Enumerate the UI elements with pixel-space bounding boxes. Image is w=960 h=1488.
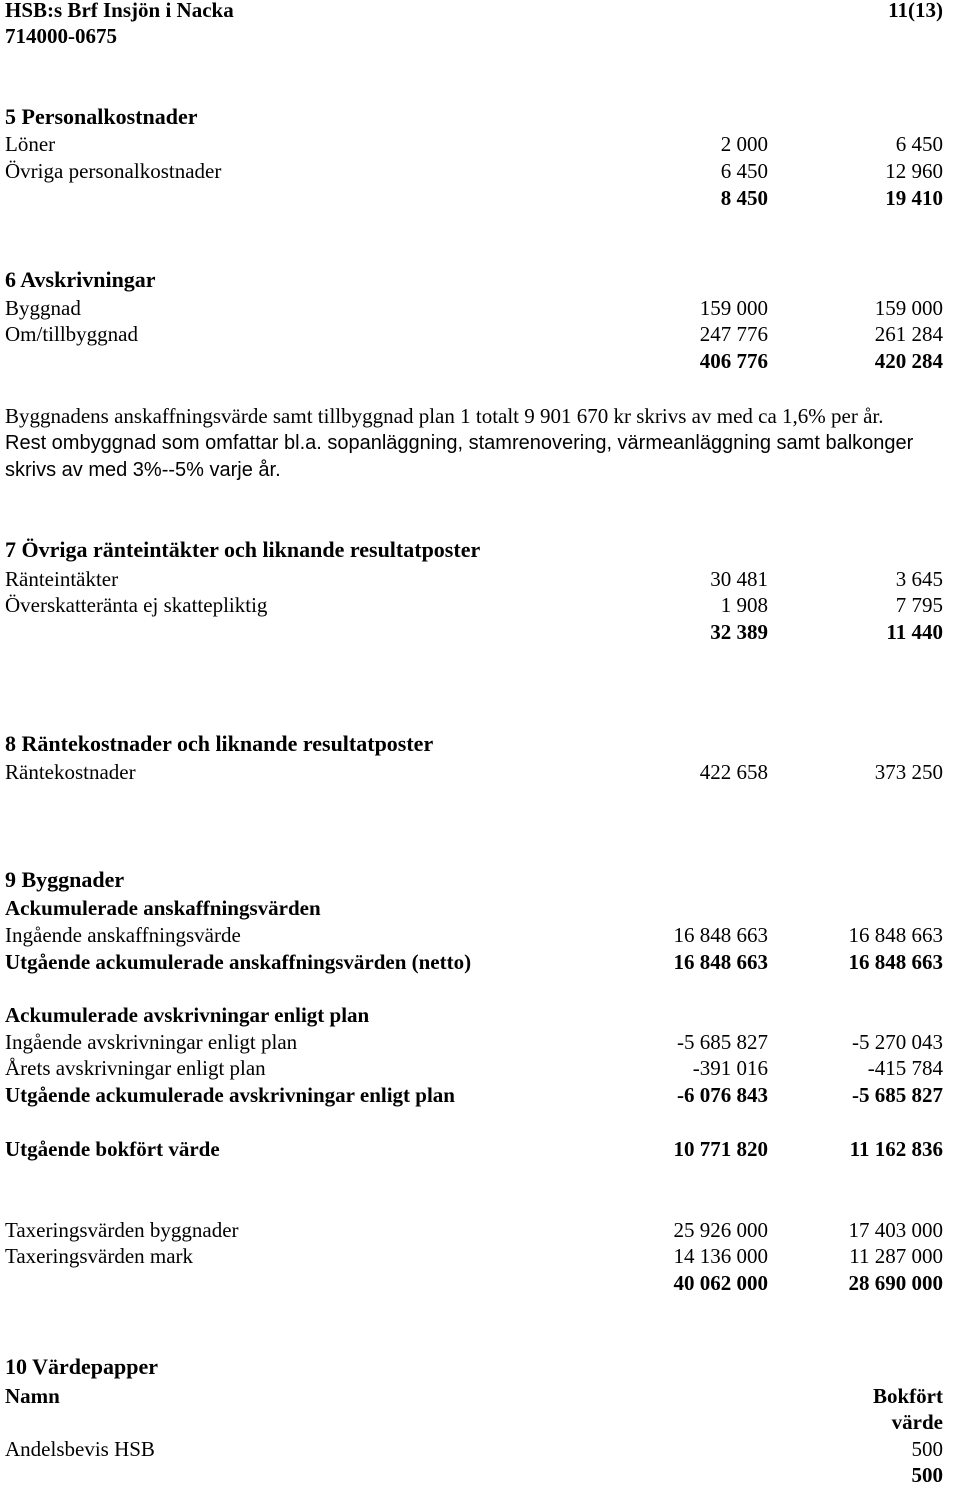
note5-row-label: Löner xyxy=(5,132,56,156)
note9-tax-total-previous: 28 690 000 xyxy=(848,1271,943,1295)
note6-text-line1: Byggnadens anskaffningsvärde samt tillbyggnad plan 1 totalt 9 901 670 kr skrivs av med ca 1,6% per år. xyxy=(5,404,884,428)
org-number: 714000-0675 xyxy=(5,24,117,48)
note6-text-line2: Rest ombyggnad som omfattar bl.a. sopanläggning, stamrenovering, värmeanläggning samt balkonger xyxy=(5,432,914,454)
note5-row-value-current: 2 000 xyxy=(720,132,768,156)
note5-row-label: Övriga personalkostnader xyxy=(5,159,222,183)
note5-row-value-previous: 6 450 xyxy=(895,132,943,156)
note10-col-value-line2: värde xyxy=(891,1410,943,1434)
note6-row-label: Om/tillbyggnad xyxy=(5,322,138,346)
note8-row-label: Räntekostnader xyxy=(5,760,136,784)
note7-row-value-current: 1 908 xyxy=(720,593,768,617)
note10-col-name: Namn xyxy=(5,1384,60,1408)
note8-title: 8 Räntekostnader och liknande resultatposter xyxy=(5,731,434,756)
note9-acq-in-previous: 16 848 663 xyxy=(848,923,943,947)
note9-tax-land-label: Taxeringsvärden mark xyxy=(5,1244,194,1268)
note6-row-value-current: 247 776 xyxy=(699,322,768,346)
note7-row-value-current: 30 481 xyxy=(710,567,768,591)
note10-row-label: Andelsbevis HSB xyxy=(5,1437,155,1461)
note9-tax-build-previous: 17 403 000 xyxy=(848,1218,943,1242)
note8-row-value-current: 422 658 xyxy=(699,760,768,784)
note9-book-label: Utgående bokfört värde xyxy=(5,1137,220,1161)
note5-row-value-previous: 12 960 xyxy=(885,159,943,183)
note6-row-value-previous: 159 000 xyxy=(874,296,943,320)
note7-row-value-previous: 7 795 xyxy=(895,593,943,617)
note6-row-label: Byggnad xyxy=(5,296,81,320)
note9-dep-year-label: Årets avskrivningar enligt plan xyxy=(5,1056,266,1080)
note9-dep-year-current: -391 016 xyxy=(692,1056,768,1080)
note7-row-label: Överskatteränta ej skattepliktig xyxy=(5,593,268,617)
note10-row-value: 500 xyxy=(911,1437,943,1461)
note10-col-value-line1: Bokfört xyxy=(873,1384,943,1408)
org-name: HSB:s Brf Insjön i Nacka xyxy=(5,0,234,22)
note9-tax-build-current: 25 926 000 xyxy=(673,1218,768,1242)
note9-dep-in-previous: -5 270 043 xyxy=(852,1030,943,1054)
note9-dep-out-current: -6 076 843 xyxy=(677,1083,768,1107)
note6-title: 6 Avskrivningar xyxy=(5,267,156,292)
note9-dep-year-previous: -415 784 xyxy=(867,1056,943,1080)
note9-tax-land-previous: 11 287 000 xyxy=(849,1244,943,1268)
note6-text-line3: skrivs av med 3%--5% varje år. xyxy=(5,459,281,481)
note5-total-current: 8 450 xyxy=(720,186,768,210)
note9-book-current: 10 771 820 xyxy=(673,1137,768,1161)
note5-total-previous: 19 410 xyxy=(885,186,943,210)
note9-tax-total-current: 40 062 000 xyxy=(673,1271,768,1295)
page-number: 11(13) xyxy=(888,0,943,22)
note6-row-value-current: 159 000 xyxy=(699,296,768,320)
note6-total-current: 406 776 xyxy=(699,349,768,373)
note9-dep-in-label: Ingående avskrivningar enligt plan xyxy=(5,1030,298,1054)
note5-title: 5 Personalkostnader xyxy=(5,104,198,129)
note6-total-previous: 420 284 xyxy=(874,349,943,373)
note9-acq-in-label: Ingående anskaffningsvärde xyxy=(5,923,241,947)
note8-row-value-previous: 373 250 xyxy=(874,760,943,784)
note7-total-current: 32 389 xyxy=(710,620,768,644)
note9-acq-out-label: Utgående ackumulerade anskaffningsvärden (netto) xyxy=(5,950,472,974)
note10-title: 10 Värdepapper xyxy=(5,1354,158,1379)
note5-row-value-current: 6 450 xyxy=(720,159,768,183)
note6-row-value-previous: 261 284 xyxy=(874,322,943,346)
note9-acq-in-current: 16 848 663 xyxy=(673,923,768,947)
note9-dep-heading: Ackumulerade avskrivningar enligt plan xyxy=(5,1003,370,1027)
note9-dep-out-label: Utgående ackumulerade avskrivningar enligt plan xyxy=(5,1083,455,1107)
note10-total: 500 xyxy=(911,1463,943,1487)
note7-row-label: Ränteintäkter xyxy=(5,567,119,591)
note7-title: 7 Övriga ränteintäkter och liknande resultatposter xyxy=(5,537,481,562)
note9-book-previous: 11 162 836 xyxy=(849,1137,943,1161)
note9-dep-in-current: -5 685 827 xyxy=(677,1030,768,1054)
note9-acq-heading: Ackumulerade anskaffningsvärden xyxy=(5,896,321,920)
note9-acq-out-current: 16 848 663 xyxy=(673,950,768,974)
note7-total-previous: 11 440 xyxy=(886,620,943,644)
note9-title: 9 Byggnader xyxy=(5,867,125,892)
note9-tax-build-label: Taxeringsvärden byggnader xyxy=(5,1218,239,1242)
note9-dep-out-previous: -5 685 827 xyxy=(852,1083,943,1107)
note9-tax-land-current: 14 136 000 xyxy=(673,1244,768,1268)
note9-acq-out-previous: 16 848 663 xyxy=(848,950,943,974)
note7-row-value-previous: 3 645 xyxy=(895,567,943,591)
